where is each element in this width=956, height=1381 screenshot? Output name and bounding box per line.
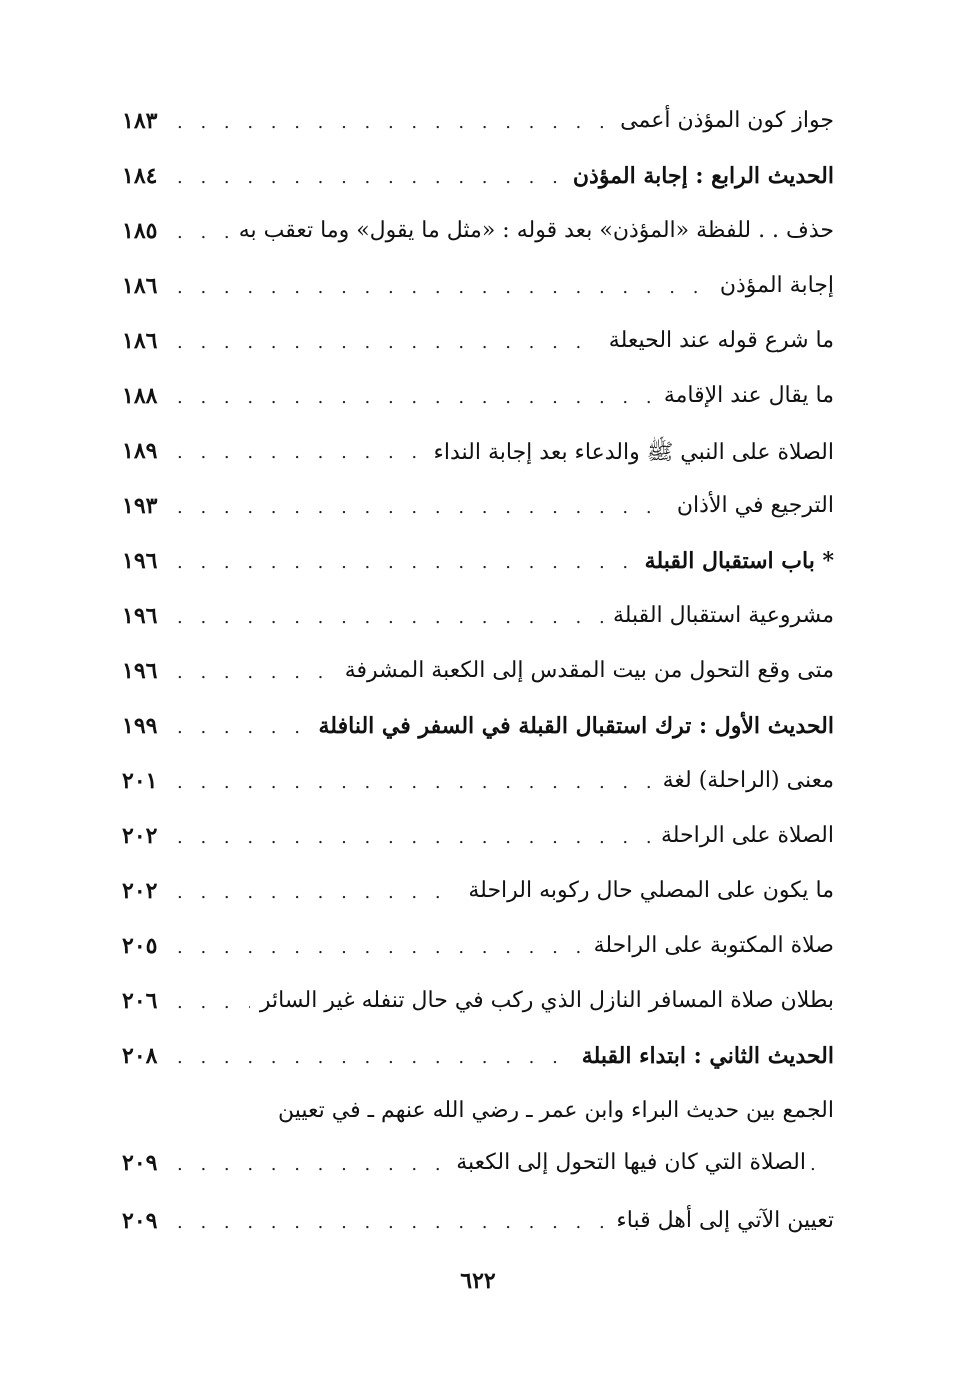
toc-entry: [122, 208, 834, 263]
toc-entry-title: * باب استقبال القبلة: [635, 548, 834, 574]
toc-entry-title: جواز كون المؤذن أعمى: [610, 108, 834, 133]
toc-entry: [122, 593, 834, 648]
toc-entry: [122, 263, 834, 318]
toc-entry-page-number: ١٩٦: [122, 603, 165, 629]
toc-entry-title: الحديث الرابع : إجابة المؤذن: [563, 163, 834, 189]
toc-entry-title: صلاة المكتوبة على الراحلة: [584, 933, 834, 958]
toc-entry-title-line2: الصلاة التي كان فيها التحول إلى الكعبة: [446, 1150, 806, 1175]
toc-entry-title: الحديث الثاني : ابتداء القبلة: [572, 1043, 834, 1069]
toc-entry-page-number: ٢٠٢: [122, 878, 165, 904]
toc-entry-title: الترجيع في الأذان: [667, 493, 834, 518]
toc-entry-page-number: ١٨٩: [122, 438, 165, 464]
toc-entry: [122, 373, 834, 428]
toc-entry: [122, 813, 834, 868]
toc-entry-title: ما يقال عند الإقامة: [654, 383, 834, 408]
toc-entry: [122, 703, 834, 758]
toc-entry: [122, 98, 834, 153]
toc-entry-title: حذف . . للفظة «المؤذن» بعد قوله : «مثل ما يقول» وما تعقب به: [229, 218, 834, 243]
toc-entry-page-number: ١٨٨: [122, 383, 165, 409]
toc-entry-title: ما يكون على المصلي حال ركوبه الراحلة: [458, 878, 834, 903]
toc-entry-page-number: ٢٠٥: [122, 933, 165, 959]
toc-entry: [122, 153, 834, 208]
toc-entry-title-line1: الجمع بين حديث البراء وابن عمر ـ رضي الله عنهم ـ في تعيين: [278, 1098, 834, 1123]
page-number: ٦٢٢: [460, 1268, 496, 1294]
toc-entry: [122, 1033, 834, 1088]
toc-entry-page-number: ١٨٤: [122, 163, 165, 189]
toc-entry-title: الحديث الأول : ترك استقبال القبلة في السفر في النافلة: [309, 713, 834, 739]
toc-entry-title: الصلاة على الراحلة: [651, 823, 834, 848]
toc-entry-page-number: ١٨٦: [122, 273, 165, 299]
table-of-contents: [122, 98, 834, 1253]
toc-entry-page-number: ٢٠١: [122, 768, 165, 794]
toc-entry-title: الصلاة على النبي ﷺ والدعاء بعد إجابة النداء: [424, 438, 835, 470]
toc-entry-page-number: ٢٠٩: [122, 1150, 165, 1176]
toc-entry-page-number: ٢٠٨: [122, 1043, 165, 1069]
toc-entry-page-number: ١٩٦: [122, 548, 165, 574]
toc-entry: [122, 868, 834, 923]
toc-entry: [122, 428, 834, 483]
toc-entry-title: ما شرع قوله عند الحيعلة: [599, 328, 834, 353]
toc-entry: [122, 538, 834, 593]
toc-entry-page-number: ١٨٦: [122, 328, 165, 354]
toc-entry-page-number: ١٩٣: [122, 493, 165, 519]
toc-entry: [122, 1088, 834, 1198]
toc-entry-page-number: ٢٠٢: [122, 823, 165, 849]
toc-entry-title: إجابة المؤذن: [710, 273, 834, 298]
toc-entry-title: مشروعية استقبال القبلة: [603, 603, 834, 628]
toc-entry-page-number: ٢٠٦: [122, 988, 165, 1014]
toc-entry-page-number: ١٨٣: [122, 108, 165, 134]
toc-entry-page-number: ١٩٩: [122, 713, 165, 739]
toc-entry: [122, 1198, 834, 1253]
toc-entry-title: متى وقع التحول من بيت المقدس إلى الكعبة المشرفة: [335, 658, 834, 683]
toc-entry-page-number: ١٨٥: [122, 218, 165, 244]
toc-entry-title: معنى (الراحلة) لغة: [653, 768, 834, 793]
toc-entry-title: تعيين الآتي إلى أهل قباء: [606, 1208, 834, 1233]
toc-entry: [122, 758, 834, 813]
toc-entry-title: بطلان صلاة المسافر النازل الذي ركب في حال تنفله غير السائر: [250, 988, 834, 1013]
toc-entry: [122, 483, 834, 538]
toc-entry: [122, 648, 834, 703]
toc-entry: [122, 318, 834, 373]
toc-entry-page-number: ١٩٦: [122, 658, 165, 684]
toc-entry: [122, 978, 834, 1033]
toc-entry: [122, 923, 834, 978]
toc-entry-page-number: ٢٠٩: [122, 1208, 165, 1234]
